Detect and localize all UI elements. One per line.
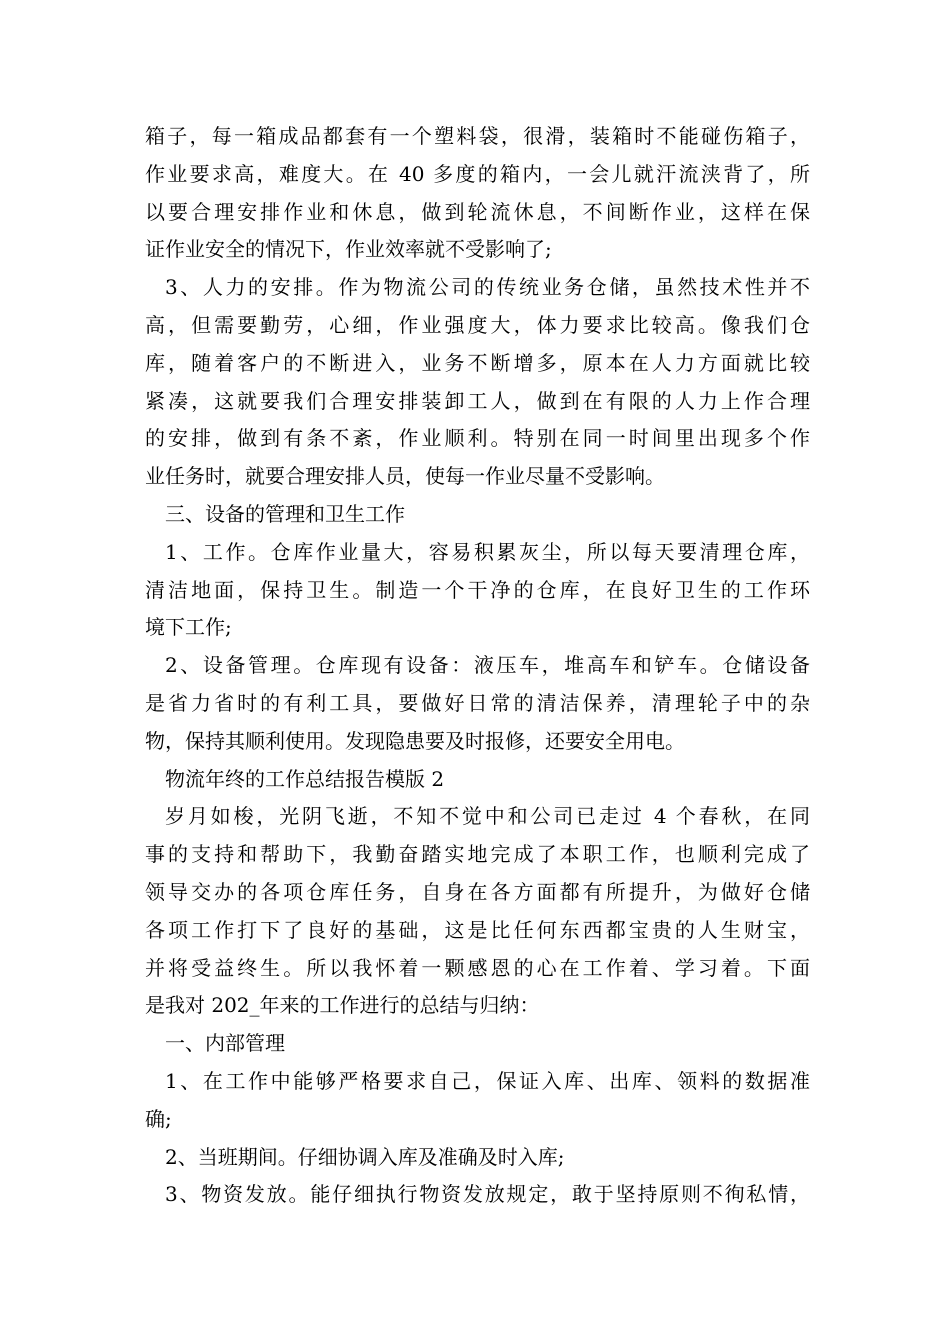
text-line: 岁月如梭，光阴飞逝，不知不觉中和公司已走过 4 个春秋，在同 bbox=[165, 804, 810, 829]
text-line: 清洁地面，保持卫生。制造一个干净的仓库，在良好卫生的工作环 bbox=[145, 577, 810, 602]
text-line: 事的支持和帮助下，我勤奋踏实地完成了本职工作，也顺利完成了 bbox=[145, 842, 810, 867]
text-line: 3、人力的安排。作为物流公司的传统业务仓储，虽然技术性并不 bbox=[165, 275, 810, 300]
text-line: 3、物资发放。能仔细执行物资发放规定，敢于坚持原则不徇私情， bbox=[165, 1182, 810, 1207]
text-line: 业任务时，就要合理安排人员，使每一作业尽量不受影响。 bbox=[145, 464, 665, 489]
text-line: 2、当班期间。仔细协调入库及准确及时入库; bbox=[165, 1144, 565, 1169]
text-line: 的安排，做到有条不紊，作业顺利。特别在同一时间里出现多个作 bbox=[145, 426, 810, 451]
section-heading: 三、设备的管理和卫生工作 bbox=[165, 501, 405, 526]
text-line: 各项工作打下了良好的基础，这是比任何东西都宝贵的人生财宝， bbox=[145, 917, 810, 942]
text-line: 证作业安全的情况下，作业效率就不受影响了; bbox=[145, 237, 552, 262]
document-title: 物流年终的工作总结报告模版 2 bbox=[165, 766, 445, 791]
text-line: 2、设备管理。仓库现有设备：液压车，堆高车和铲车。仓储设备 bbox=[165, 653, 810, 678]
text-line: 箱子，每一箱成品都套有一个塑料袋，很滑，装箱时不能碰伤箱子， bbox=[145, 124, 810, 148]
text-line: 物，保持其顺利使用。发现隐患要及时报修，还要安全用电。 bbox=[145, 728, 685, 753]
text-line: 紧凑，这就要我们合理安排装卸工人，做到在有限的人力上作合理 bbox=[145, 388, 810, 413]
text-line: 作业要求高，难度大。在 40 多度的箱内，一会儿就汗流浃背了，所 bbox=[145, 161, 810, 186]
text-line: 是省力省时的有利工具，要做好日常的清洁保养，清理轮子中的杂 bbox=[145, 690, 810, 715]
text-line: 高，但需要勤劳，心细，作业强度大，体力要求比较高。像我们仓 bbox=[145, 312, 810, 337]
text-line: 1、工作。仓库作业量大，容易积累灰尘，所以每天要清理仓库， bbox=[165, 539, 810, 564]
text-line: 领导交办的各项仓库任务，自身在各方面都有所提升，为做好仓储 bbox=[145, 879, 810, 904]
text-line: 确; bbox=[145, 1106, 172, 1131]
text-line: 1、在工作中能够严格要求自己，保证入库、出库、领料的数据准 bbox=[165, 1068, 810, 1093]
text-line: 以要合理安排作业和休息，做到轮流休息，不间断作业，这样在保 bbox=[145, 199, 810, 224]
text-line: 境下工作; bbox=[145, 615, 232, 640]
section-heading: 一、内部管理 bbox=[165, 1031, 285, 1056]
text-line: 库，随着客户的不断进入，业务不断增多，原本在人力方面就比较 bbox=[145, 350, 810, 375]
text-line: 并将受益终生。所以我怀着一颗感恩的心在工作着、学习着。下面 bbox=[145, 955, 810, 980]
text-line: 是我对 202_年来的工作进行的总结与归纳： bbox=[145, 993, 540, 1018]
document-body bbox=[145, 118, 810, 1214]
